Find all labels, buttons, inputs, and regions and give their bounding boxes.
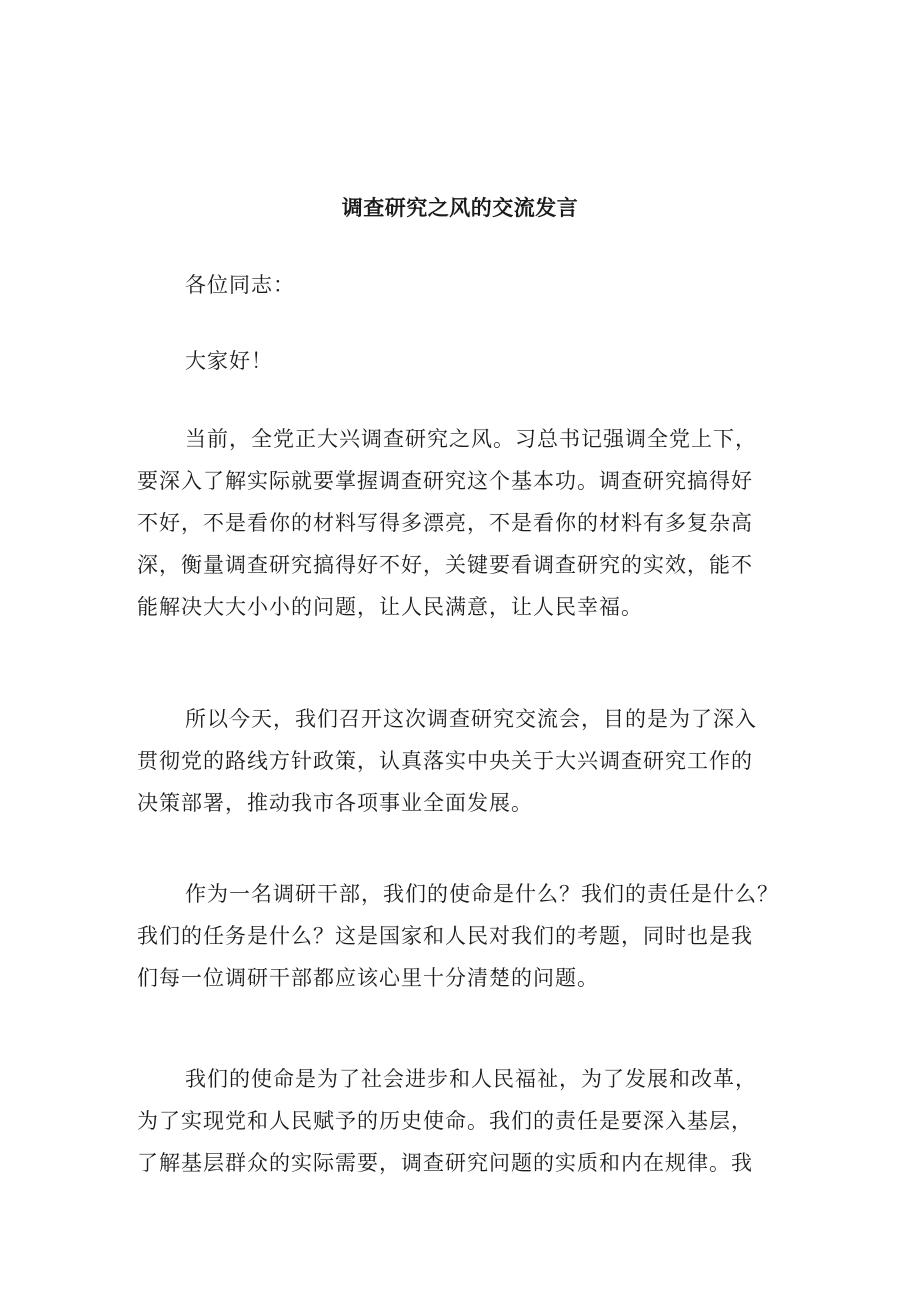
paragraph-line: 当前，全党正大兴调查研究之风。习总书记强调全党上下， (185, 427, 757, 451)
body-paragraph-4 (137, 1058, 797, 1184)
paragraph-line: 贯彻党的路线方针政策，认真落实中央关于大兴调查研究工作的 (137, 749, 753, 773)
body-paragraph-1 (137, 418, 797, 628)
paragraph-line: 要深入了解实际就要掌握调查研究这个基本功。调查研究搞得好 (137, 469, 753, 493)
document-title: 调查研究之风的交流发言 (341, 195, 579, 220)
paragraph-line: 了解基层群众的实际需要，调查研究问题的实质和内在规律。我 (137, 1151, 753, 1175)
paragraph-line: 所以今天，我们召开这次调查研究交流会，目的是为了深入 (185, 707, 757, 731)
salutation-paragraph (137, 340, 797, 382)
salutation-line: 大家好！ (185, 349, 273, 373)
paragraph-line: 不好，不是看你的材料写得多漂亮，不是看你的材料有多复杂高 (137, 511, 753, 535)
paragraph-line: 们每一位调研干部都应该心里十分清楚的问题。 (137, 966, 599, 990)
paragraph-line: 深，衡量调查研究搞得好不好，关键要看调查研究的实效，能不 (137, 553, 753, 577)
greeting-line: 各位同志： (185, 273, 295, 297)
paragraph-line: 我们的任务是什么？这是国家和人民对我们的考题，同时也是我 (137, 924, 753, 948)
body-paragraph-2 (137, 698, 797, 824)
body-paragraph-3 (137, 873, 797, 999)
paragraph-line: 能解决大大小小的问题，让人民满意，让人民幸福。 (137, 595, 643, 619)
greeting-paragraph (137, 264, 797, 306)
paragraph-line: 决策部署，推动我市各项事业全面发展。 (137, 791, 533, 815)
paragraph-line: 作为一名调研干部，我们的使命是什么？我们的责任是什么？ (185, 882, 779, 906)
paragraph-line: 我们的使命是为了社会进步和人民福祉，为了发展和改革， (185, 1067, 757, 1091)
paragraph-line: 为了实现党和人民赋予的历史使命。我们的责任是要深入基层， (137, 1109, 753, 1133)
